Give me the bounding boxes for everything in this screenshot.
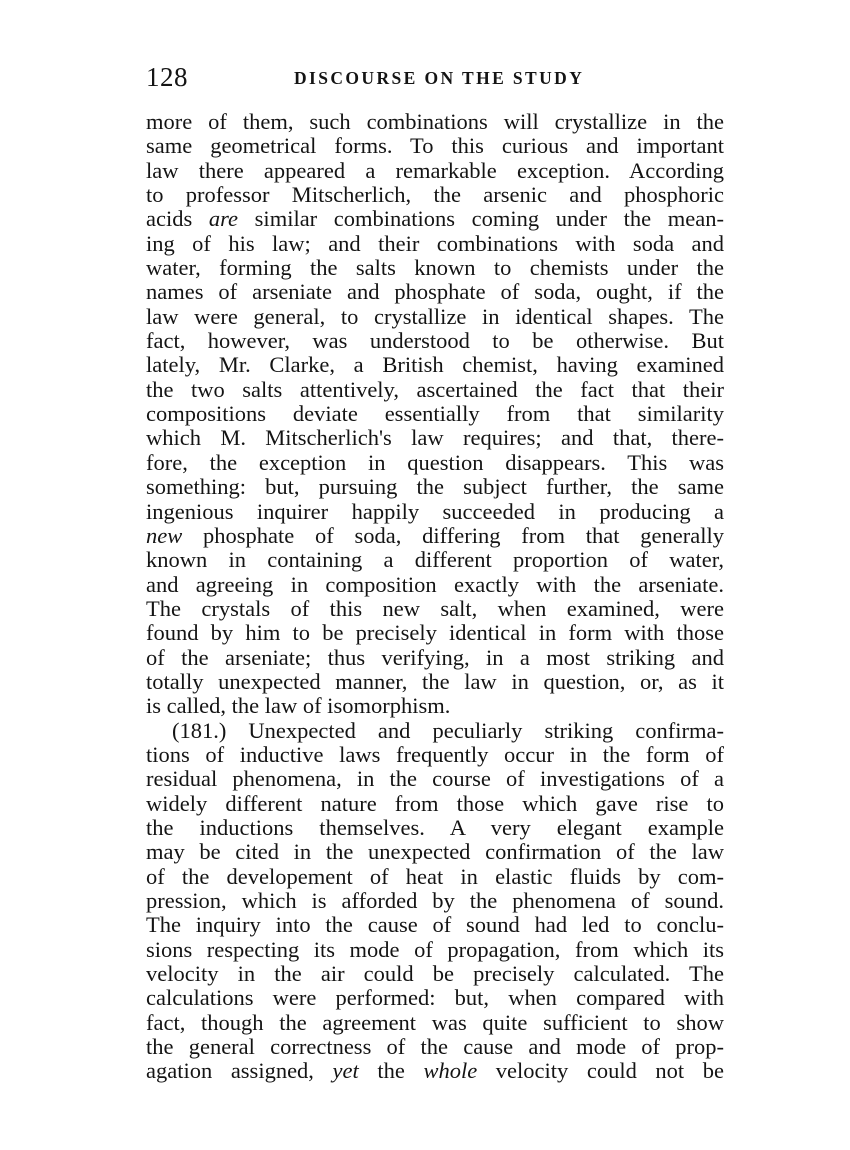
line-text: acids <box>146 206 209 232</box>
text-line <box>146 548 724 572</box>
running-title: DISCOURSE ON THE STUDY <box>294 68 585 88</box>
line-text: widely different nature from those which gave rise to <box>146 790 724 816</box>
line-text: known in containing a different proportion of water, <box>146 547 724 573</box>
text-line <box>146 353 724 377</box>
text-line <box>146 670 724 694</box>
line-text: more of them, such combinations will crystallize in the <box>146 109 724 134</box>
text-line <box>146 475 724 499</box>
text-line <box>146 426 724 450</box>
line-text: may be cited in the unexpected confirmation of the law <box>146 839 724 865</box>
text-line <box>146 889 724 913</box>
text-line <box>146 694 724 718</box>
text-line <box>146 451 724 475</box>
text-line <box>146 597 724 621</box>
line-text: the <box>358 1058 424 1084</box>
text-line <box>146 207 724 231</box>
line-text: similar combinations coming under the mean- <box>238 206 724 232</box>
text-line <box>146 621 724 645</box>
line-text: (181.) Unexpected and peculiarly striking confirma- <box>172 717 724 743</box>
line-text: law there appeared a remarkable exception. According <box>146 157 724 183</box>
line-text: something: but, pursuing the subject further, the same <box>146 474 724 500</box>
page-number: 128 <box>146 62 188 92</box>
line-text: fact, though the agreement was quite sufficient to show <box>146 1009 724 1035</box>
line-text: sions respecting its mode of propagation, from which its <box>146 936 724 962</box>
text-line <box>146 938 724 962</box>
text-line <box>146 159 724 183</box>
italic-word: new <box>146 522 183 548</box>
line-text: the inductions themselves. A very elegant example <box>146 814 724 840</box>
italic-word: are <box>208 206 239 232</box>
text-line <box>146 378 724 402</box>
line-text: tions of inductive laws frequently occur in the form of <box>146 741 724 767</box>
body-text <box>146 110 724 1084</box>
italic-word: whole <box>423 1058 478 1084</box>
line-text: residual phenomena, in the course of investigations of a <box>146 766 724 792</box>
line-text: phosphate of soda, differing from that generally <box>182 522 724 548</box>
text-line <box>146 524 724 548</box>
line-text: of the arseniate; thus verifying, in a most striking and <box>146 644 724 670</box>
line-text: velocity in the air could be precisely calculated. The <box>146 961 724 987</box>
line-text: water, forming the salts known to chemists under the <box>146 255 724 281</box>
text-line <box>146 232 724 256</box>
text-line <box>146 719 724 743</box>
text-line <box>146 792 724 816</box>
text-line <box>146 1035 724 1059</box>
line-text: velocity could not be <box>477 1058 724 1084</box>
line-text: ing of his law; and their combinations with soda and <box>146 230 724 256</box>
text-line <box>146 110 724 134</box>
text-line <box>146 134 724 158</box>
text-line <box>146 402 724 426</box>
italic-word: yet <box>332 1058 359 1084</box>
text-line <box>146 305 724 329</box>
text-line <box>146 743 724 767</box>
text-line <box>146 865 724 889</box>
text-line <box>146 573 724 597</box>
line-text: lately, Mr. Clarke, a British chemist, having examined <box>146 352 724 378</box>
text-line <box>146 646 724 670</box>
text-line <box>146 962 724 986</box>
line-text: and agreeing in composition exactly with the arseniate. <box>146 571 724 597</box>
text-line <box>146 256 724 280</box>
line-text: pression, which is afforded by the phenomena of sound. <box>146 888 724 913</box>
line-text: compositions deviate essentially from that similarity <box>146 401 724 427</box>
text-line <box>146 767 724 791</box>
line-text: The crystals of this new salt, when examined, were <box>146 595 724 621</box>
line-text: agation assigned, <box>146 1058 333 1084</box>
text-line <box>146 1059 724 1083</box>
text-line <box>146 816 724 840</box>
line-text: names of arseniate and phosphate of soda, ought, if the <box>146 279 724 305</box>
text-line <box>146 913 724 937</box>
running-head <box>146 60 726 94</box>
line-text: The inquiry into the cause of sound had led to conclu- <box>146 912 724 938</box>
line-text: to professor Mitscherlich, the arsenic and phosphoric <box>146 182 724 208</box>
line-text: found by him to be precisely identical in form with those <box>146 620 724 646</box>
text-line <box>146 1011 724 1035</box>
line-text: same geometrical forms. To this curious and important <box>146 133 724 159</box>
line-text: fact, however, was understood to be otherwise. But <box>146 328 724 354</box>
line-text: which M. Mitscherlich's law requires; and that, there- <box>146 425 724 451</box>
text-line <box>146 329 724 353</box>
line-text: law were general, to crystallize in identical shapes. The <box>146 303 724 329</box>
line-text: the general correctness of the cause and mode of prop- <box>146 1034 724 1060</box>
line-text: is called, the law of isomorphism. <box>146 693 451 719</box>
line-text: calculations were performed: but, when compared with <box>146 985 724 1011</box>
line-text: totally unexpected manner, the law in question, or, as it <box>146 668 724 694</box>
text-line <box>146 500 724 524</box>
line-text: of the developement of heat in elastic fluids by com- <box>146 863 724 889</box>
text-line <box>146 280 724 304</box>
line-text: the two salts attentively, ascertained the fact that their <box>146 376 724 402</box>
line-text: ingenious inquirer happily succeeded in producing a <box>146 498 724 524</box>
text-line <box>146 986 724 1010</box>
text-line <box>146 840 724 864</box>
text-line <box>146 183 724 207</box>
line-text: fore, the exception in question disappears. This was <box>146 449 724 475</box>
